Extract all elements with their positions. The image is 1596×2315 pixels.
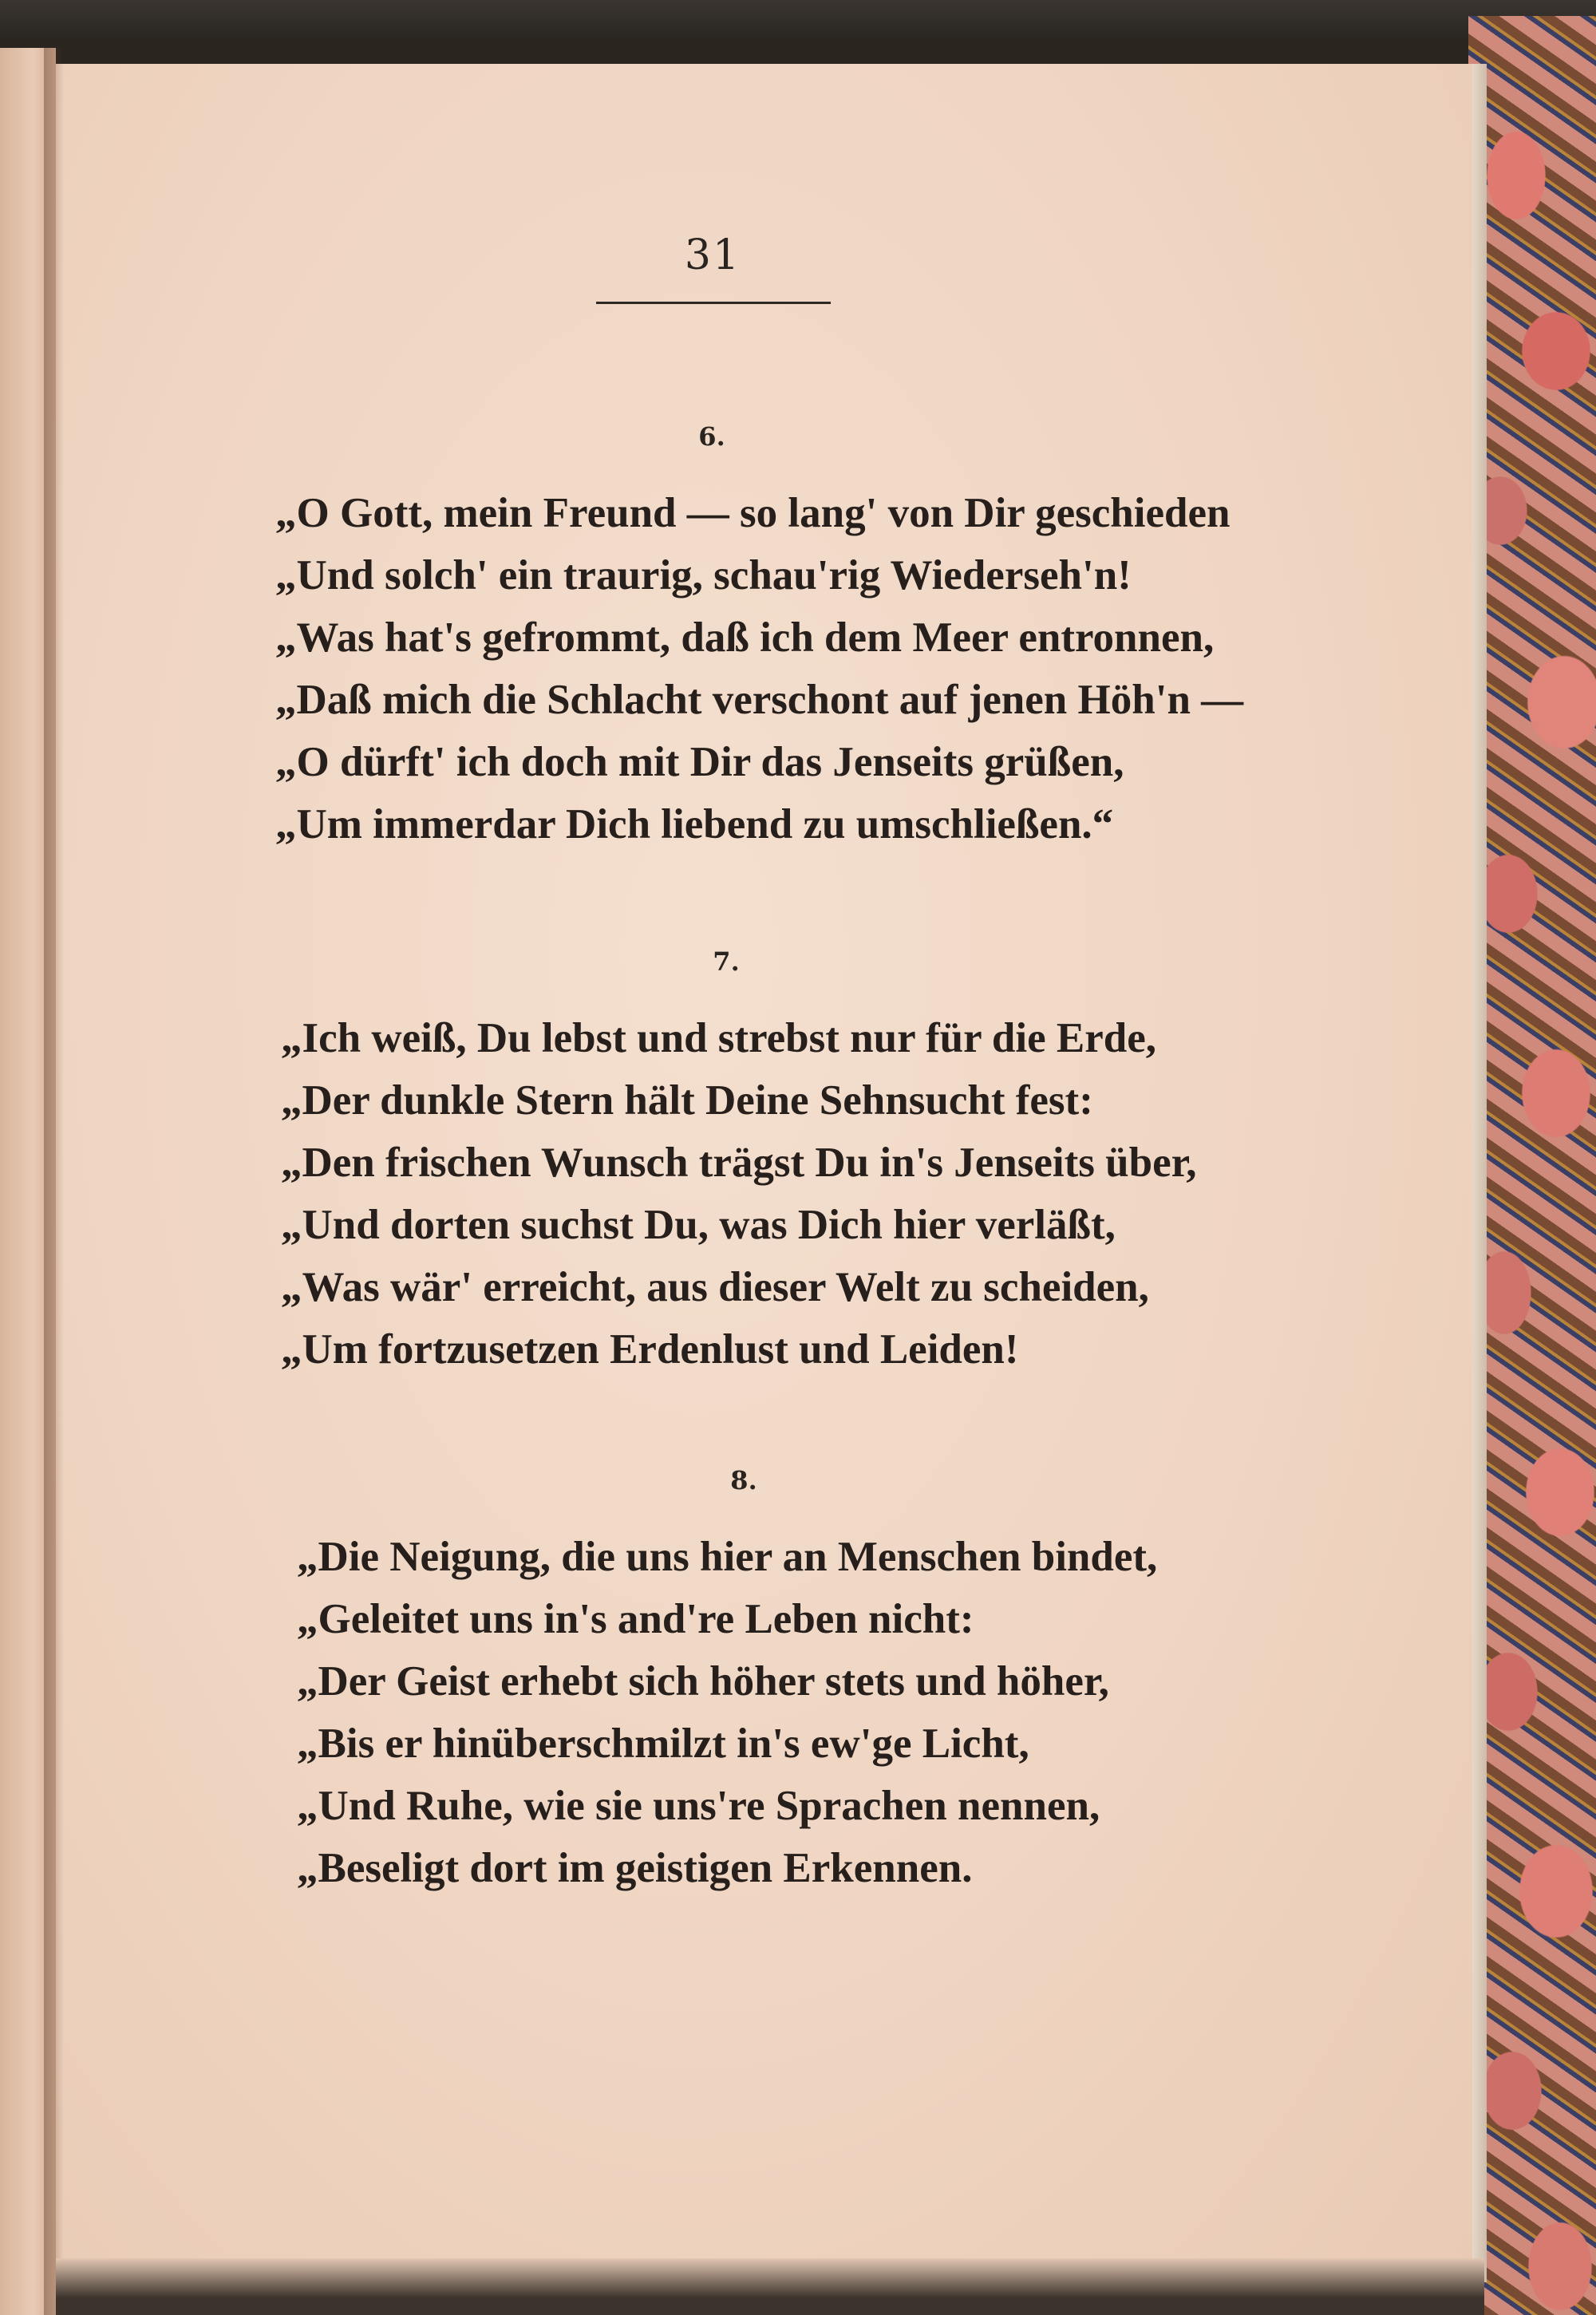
verse-line: „Geleitet uns in's and're Leben nicht: [297, 1596, 974, 1642]
verse-line: „Was hat's gefrommt, daß ich dem Meer entronnen, [275, 614, 1215, 661]
page-edge [1472, 64, 1487, 2282]
verse-line: „O Gott, mein Freund — so lang' von Dir geschieden [275, 490, 1231, 536]
verse-line: „Der dunkle Stern hält Deine Sehnsucht fest: [281, 1077, 1093, 1124]
verse-line: „Bis er hinüberschmilzt in's ew'ge Licht, [297, 1720, 1029, 1767]
verse-line: „Und dorten suchst Du, was Dich hier verläßt, [281, 1202, 1116, 1248]
verse-line: „Ich weiß, Du lebst und strebst nur für die Erde, [281, 1015, 1156, 1061]
verse-line: „Was wär' erreicht, aus dieser Welt zu scheiden, [281, 1264, 1149, 1310]
verse-line: „Die Neigung, die uns hier an Menschen bindet, [297, 1534, 1158, 1580]
verse-line: „Und solch' ein traurig, schau'rig Wiederseh'n! [275, 552, 1132, 599]
page-number-rule [596, 302, 831, 304]
stanza [275, 482, 1244, 855]
marbled-cover [1468, 16, 1596, 2315]
verse-line: „Daß mich die Schlacht verschont auf jenen Höh'n — [275, 677, 1244, 723]
gutter-shadow [44, 48, 64, 2315]
stanza [297, 1526, 1254, 1899]
stanza [281, 1007, 1238, 1381]
background-strip [0, 0, 1596, 38]
verse-line: „Der Geist erhebt sich höher stets und höher, [297, 1658, 1109, 1705]
verse-line: „Den frischen Wunsch trägst Du in's Jenseits über, [281, 1140, 1197, 1186]
verse-line: „Um immerdar Dich liebend zu umschließen.“ [275, 801, 1114, 847]
page-number: 31 [684, 231, 741, 279]
stanza-number: 7. [713, 946, 740, 977]
verse-line: „Um fortzusetzen Erdenlust und Leiden! [281, 1326, 1019, 1373]
verse-line: „Beseligt dort im geistigen Erkennen. [297, 1845, 973, 1891]
stanza-number: 6. [698, 421, 725, 452]
verse-line: „Und Ruhe, wie sie uns're Sprachen nennen, [297, 1783, 1100, 1829]
stanza-number: 8. [730, 1465, 757, 1495]
verse-line: „O dürft' ich doch mit Dir das Jenseits grüßen, [275, 739, 1124, 785]
page-bottom-shadow [56, 2258, 1484, 2315]
